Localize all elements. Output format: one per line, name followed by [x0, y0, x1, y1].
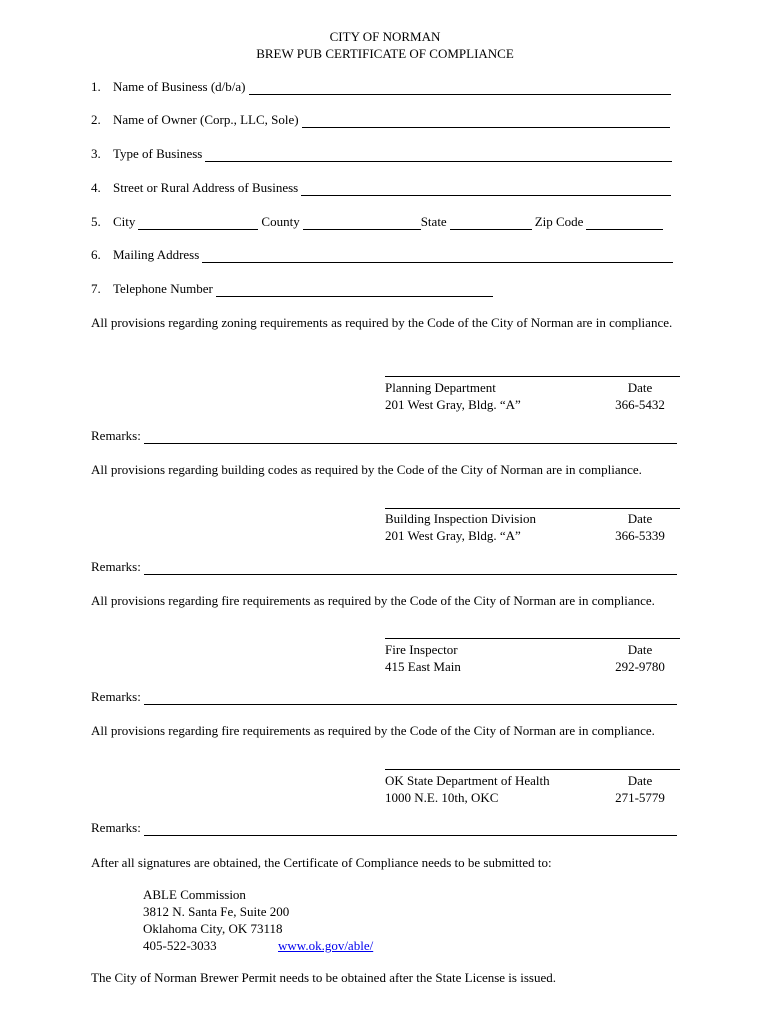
submission-intro: After all signatures are obtained, the Certificate of Compliance needs to be submitted to: [91, 855, 552, 870]
dept-address: 201 West Gray, Bldg. “A” [385, 528, 521, 543]
field-label: Name of Business (d/b/a) [113, 79, 246, 94]
dept-phone: 366-5432 [615, 397, 665, 412]
field-label: Street or Rural Address of Business [113, 180, 299, 195]
dept-address: 1000 N.E. 10th, OKC [385, 790, 499, 805]
city-label: City [113, 214, 136, 229]
agency-city: Oklahoma City, OK 73118 [143, 921, 283, 936]
building-statement: All provisions regarding building codes as required by the Code of the City of Norman are in compliance. [91, 462, 642, 477]
footer-note: The City of Norman Brewer Permit needs to be obtained after the State License is issued. [91, 970, 556, 985]
dept-phone: 292-9780 [615, 659, 665, 674]
field-number: 7. [91, 281, 101, 296]
health-remarks-line[interactable] [144, 823, 677, 836]
planning-remarks [91, 428, 677, 444]
field-label: Name of Owner (Corp., LLC, Sole) [113, 112, 299, 127]
field-label: Mailing Address [113, 247, 200, 262]
dept-address: 415 East Main [385, 659, 461, 674]
field-number: 4. [91, 180, 101, 195]
field-number: 2. [91, 112, 101, 127]
document-subtitle: BREW PUB CERTIFICATE OF COMPLIANCE [256, 46, 514, 61]
agency-name: ABLE Commission [143, 887, 246, 902]
field-label: Telephone Number [113, 281, 213, 296]
date-label: Date [627, 511, 653, 526]
remarks-label: Remarks: [91, 820, 141, 835]
dept-phone: 366-5339 [615, 528, 665, 543]
fire-signature-line[interactable] [385, 638, 680, 639]
remarks-label: Remarks: [91, 559, 141, 574]
field-number: 3. [91, 146, 101, 161]
fire-remarks [91, 689, 677, 705]
dept-phone: 271-5779 [615, 790, 665, 805]
health-statement: All provisions regarding fire requirements as required by the Code of the City of Norman are in compliance. [91, 723, 655, 738]
field-number: 5. [91, 214, 101, 229]
mailing-address-input-line[interactable] [202, 250, 673, 263]
remarks-label: Remarks: [91, 689, 141, 704]
fire-statement: All provisions regarding fire requirements as required by the Code of the City of Norman are in compliance. [91, 593, 655, 608]
owner-name-input-line[interactable] [302, 115, 670, 128]
field-telephone [91, 281, 493, 297]
date-label: Date [627, 773, 653, 788]
submission-address-block [143, 886, 373, 954]
street-address-input-line[interactable] [301, 183, 671, 196]
agency-street: 3812 N. Santa Fe, Suite 200 [143, 904, 290, 919]
field-business-name [91, 79, 671, 95]
document-title: CITY OF NORMAN [329, 29, 441, 44]
dept-name: OK State Department of Health [385, 773, 550, 788]
agency-website-link[interactable]: www.ok.gov/able/ [278, 938, 374, 953]
building-signature-line[interactable] [385, 508, 680, 509]
building-remarks [91, 559, 677, 575]
planning-signature-block [385, 379, 680, 413]
field-street-address [91, 180, 671, 196]
telephone-input-line[interactable] [216, 284, 493, 297]
planning-remarks-line[interactable] [144, 431, 677, 444]
field-business-type [91, 146, 672, 162]
county-input-line[interactable] [303, 217, 421, 230]
dept-name: Planning Department [385, 380, 496, 395]
zoning-statement: All provisions regarding zoning requirements as required by the Code of the City of Norman are in compliance. [91, 315, 673, 330]
city-input-line[interactable] [138, 217, 258, 230]
dept-address: 201 West Gray, Bldg. “A” [385, 397, 521, 412]
dept-name: Building Inspection Division [385, 511, 536, 526]
health-signature-block [385, 772, 680, 806]
business-name-input-line[interactable] [249, 82, 671, 95]
field-number: 1. [91, 79, 101, 94]
dept-name: Fire Inspector [385, 642, 458, 657]
remarks-label: Remarks: [91, 428, 141, 443]
fire-signature-block [385, 641, 680, 675]
state-label: State [420, 214, 447, 229]
business-type-input-line[interactable] [205, 149, 672, 162]
county-label: County [261, 214, 300, 229]
fire-remarks-line[interactable] [144, 692, 677, 705]
field-mailing-address [91, 247, 673, 263]
health-signature-line[interactable] [385, 769, 680, 770]
field-label: Type of Business [113, 146, 203, 161]
field-city-county-state-zip [91, 214, 663, 230]
planning-signature-line[interactable] [385, 376, 680, 377]
date-label: Date [627, 642, 653, 657]
agency-phone: 405-522-3033 [143, 938, 217, 953]
field-owner-name [91, 112, 670, 128]
state-input-line[interactable] [450, 217, 532, 230]
field-number: 6. [91, 247, 101, 262]
zip-input-line[interactable] [586, 217, 663, 230]
date-label: Date [627, 380, 653, 395]
building-signature-block [385, 510, 680, 544]
health-remarks [91, 820, 677, 836]
building-remarks-line[interactable] [144, 562, 677, 575]
zip-label: Zip Code [534, 214, 584, 229]
